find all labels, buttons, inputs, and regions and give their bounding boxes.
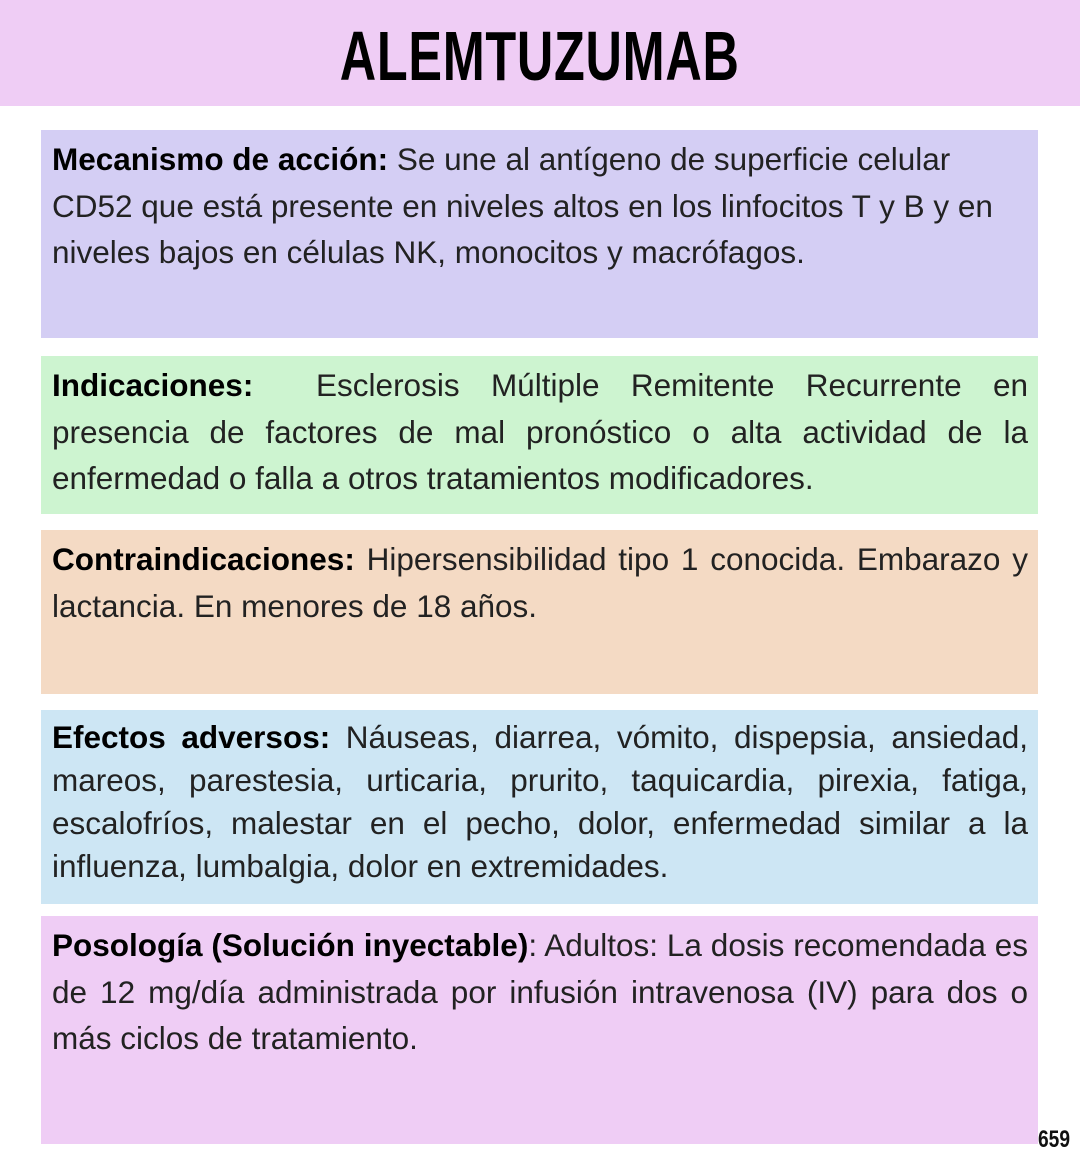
section-efectos-adversos: [41, 710, 1038, 904]
title-banner: [0, 0, 1080, 106]
section-label: Indicaciones:: [52, 367, 254, 403]
section-text: Hipersensibilidad tipo 1 conocida. Embarazo y lactancia. En menores de 18 años.: [52, 541, 1028, 624]
page-number: 659: [1038, 1126, 1071, 1153]
section-contraindicaciones: [41, 530, 1038, 694]
section-label: Mecanismo de acción:: [52, 141, 389, 177]
section-indicaciones: [41, 356, 1038, 514]
section-text: : Adultos: La dosis recomendada es de 12 mg/día administrada por infusión intravenosa (IV) para dos o más ciclos de tratamiento.: [52, 927, 1028, 1056]
page-title: ALEMTUZUMAB: [340, 17, 740, 95]
section-mecanismo: [41, 130, 1038, 338]
section-text: Esclerosis Múltiple Remitente Recurrente en presencia de factores de mal pronóstico o alta actividad de la enfermedad o falla a otros tratamientos modificadores.: [52, 367, 1037, 496]
section-posologia: [41, 916, 1038, 1144]
section-label: Posología (Solución inyectable): [52, 927, 529, 963]
section-label: Efectos adversos:: [52, 719, 331, 755]
section-text: Se une al antígeno de superficie celular CD52 que está presente en niveles altos en los linfocitos T y B y en niveles bajos en células NK, monocitos y macrófagos.: [52, 141, 993, 270]
section-label: Contraindicaciones:: [52, 541, 355, 577]
section-text: Náuseas, diarrea, vómito, dispepsia, ansiedad, mareos, parestesia, urticaria, prurito, taquicardia, pirexia, fatiga, escalofríos, malestar en el pecho, dolor, enfermedad similar a la influenza, lumbalgia, dolor en extremidades.: [52, 719, 1028, 884]
